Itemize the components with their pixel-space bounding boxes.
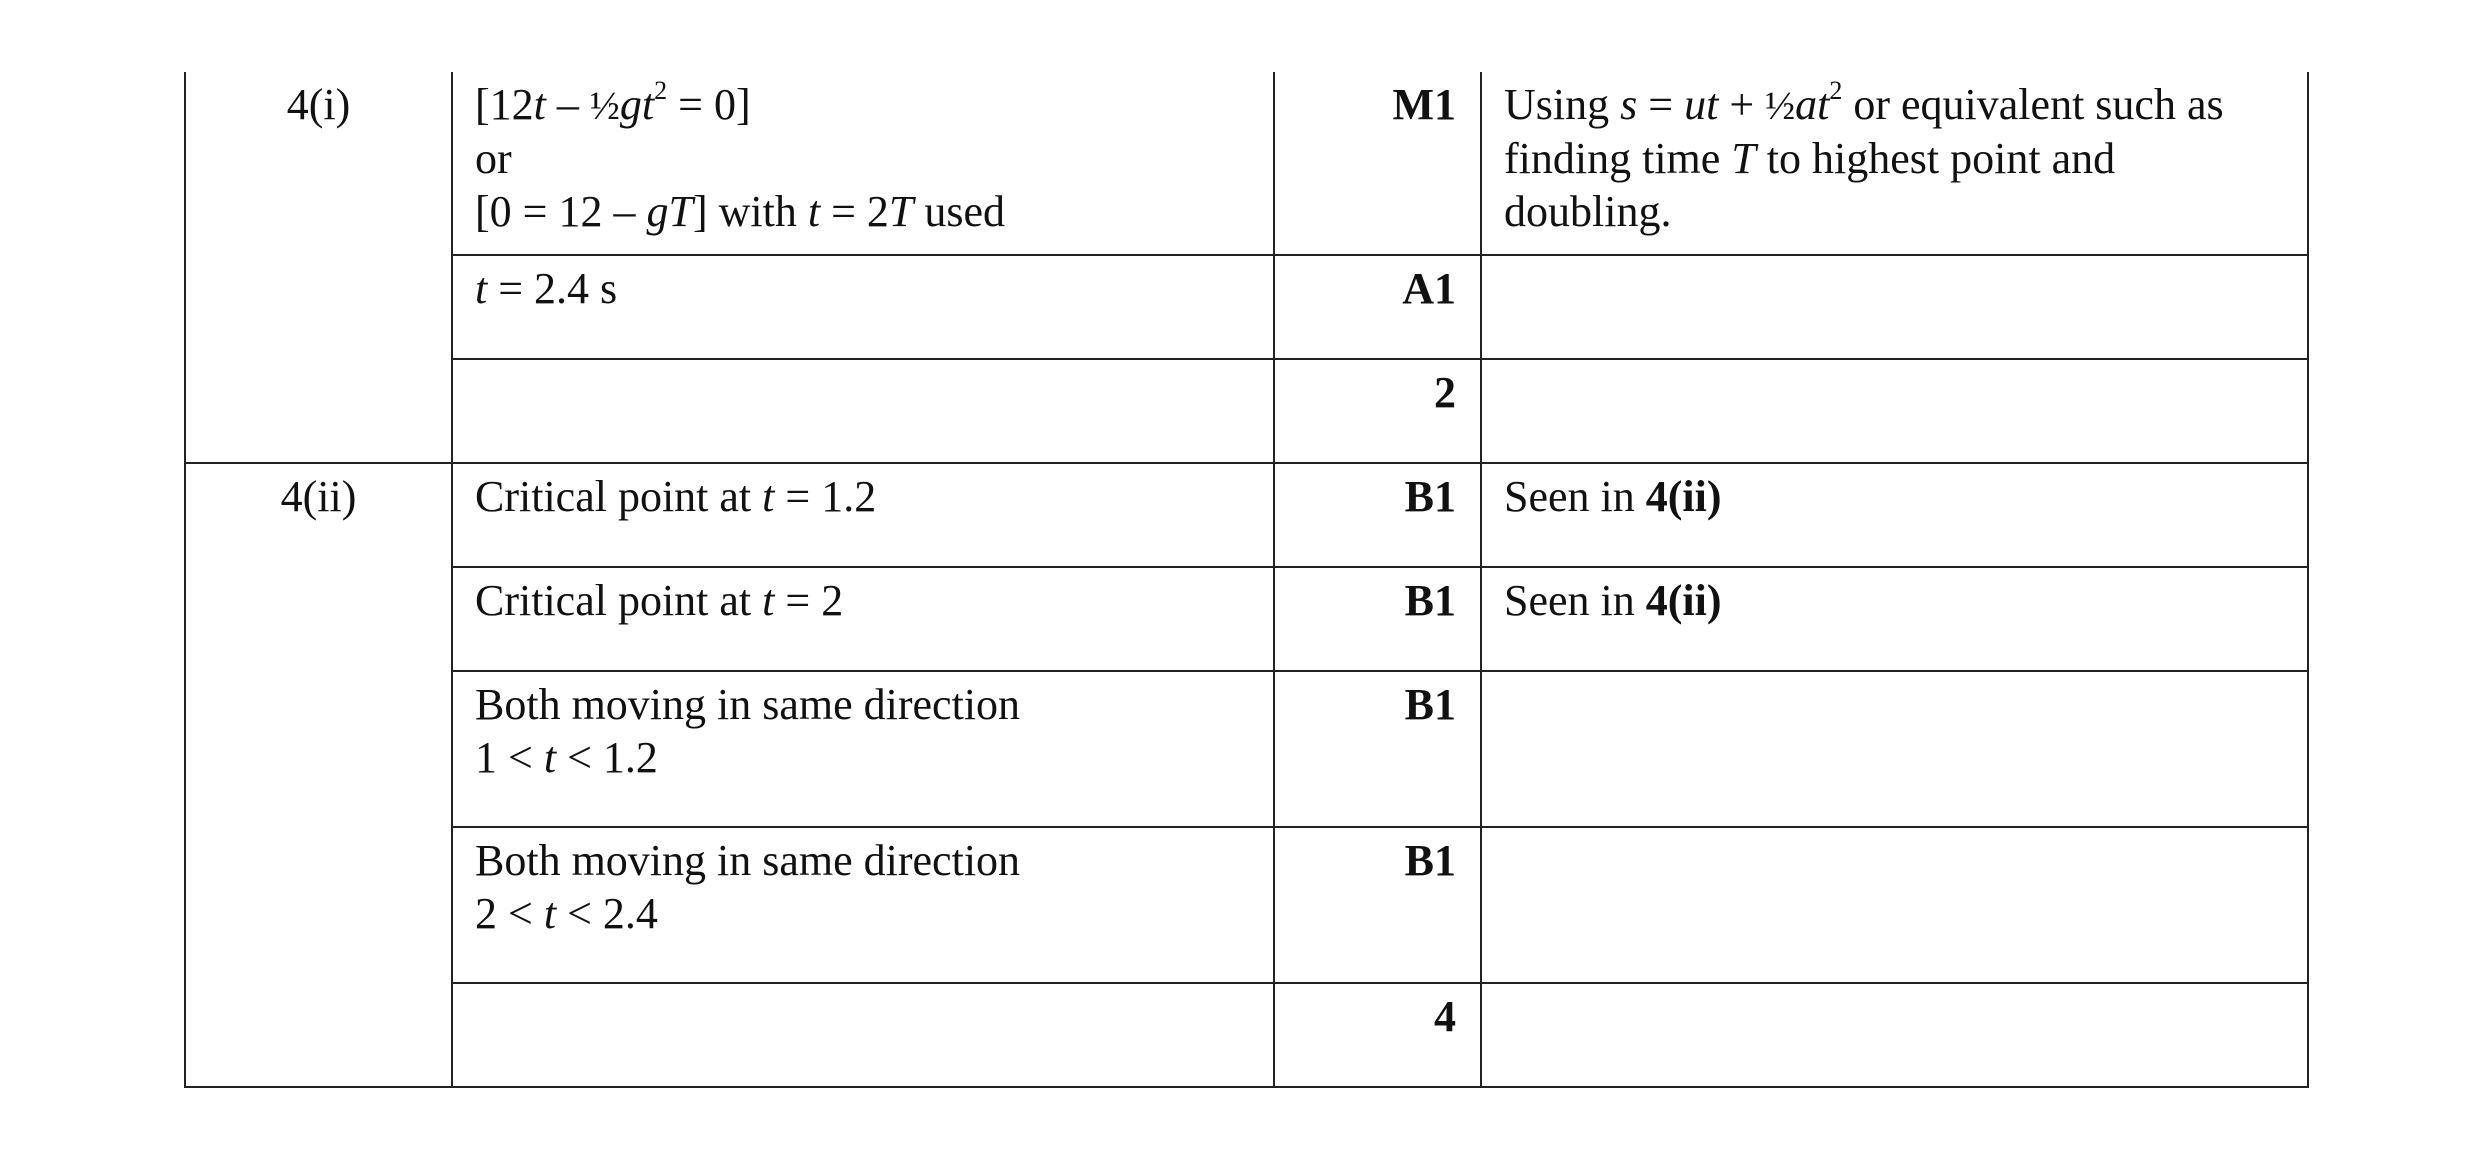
table-row	[185, 983, 2308, 1087]
mark-cell: B1	[1274, 827, 1481, 983]
table-row	[185, 463, 2308, 567]
answer-cell	[452, 359, 1274, 463]
table-row	[185, 359, 2308, 463]
guidance-cell	[1481, 983, 2308, 1087]
answer-cell	[452, 827, 1274, 983]
table-row	[185, 255, 2308, 359]
answer-cell	[452, 463, 1274, 567]
answer-line: [0 = 12 – gT] with t = 2T used	[475, 187, 1006, 236]
mark-cell: A1	[1274, 255, 1481, 359]
mark-cell: M1	[1274, 72, 1481, 255]
answer-line: or	[475, 134, 512, 183]
guidance-cell	[1481, 567, 2308, 671]
answer-cell	[452, 983, 1274, 1087]
answer-cell	[452, 255, 1274, 359]
answer-line: Critical point at t = 2	[475, 576, 844, 625]
mark-cell: B1	[1274, 463, 1481, 567]
guidance-cell	[1481, 72, 2308, 255]
question-number: 4(i)	[185, 72, 452, 463]
answer-cell	[452, 567, 1274, 671]
answer-line: 1 < t < 1.2	[475, 733, 658, 782]
answer-line: Critical point at t = 1.2	[475, 472, 877, 521]
answer-line: Both moving in same direction	[475, 680, 1021, 729]
guidance-cell	[1481, 827, 2308, 983]
answer-cell	[452, 671, 1274, 827]
table-row	[185, 72, 2308, 255]
answer-line: t = 2.4 s	[475, 264, 618, 313]
question-number: 4(ii)	[185, 463, 452, 1087]
guidance-cell	[1481, 255, 2308, 359]
table-row	[185, 671, 2308, 827]
table-row	[185, 827, 2308, 983]
total-mark-cell: 2	[1274, 359, 1481, 463]
total-mark-cell: 4	[1274, 983, 1481, 1087]
answer-line: 2 < t < 2.4	[475, 889, 658, 938]
answer-line: Both moving in same direction	[475, 836, 1021, 885]
table-row	[185, 567, 2308, 671]
guidance-text: Using s = ut + $\frac{1}{2}at^2$ or equivalent such as finding time T to highest point and doubling.	[1504, 76, 2224, 236]
answer-cell	[452, 72, 1274, 255]
answer-line: $[12t - \frac{1}{2}gt^2 = 0]$	[475, 76, 751, 129]
guidance-cell	[1481, 671, 2308, 827]
guidance-cell	[1481, 463, 2308, 567]
mark-cell: B1	[1274, 671, 1481, 827]
guidance-cell	[1481, 359, 2308, 463]
mark-scheme-table	[184, 72, 2309, 1088]
guidance-text: Seen in 4(ii)	[1504, 576, 1722, 625]
mark-cell: B1	[1274, 567, 1481, 671]
guidance-text: Seen in 4(ii)	[1504, 472, 1722, 521]
